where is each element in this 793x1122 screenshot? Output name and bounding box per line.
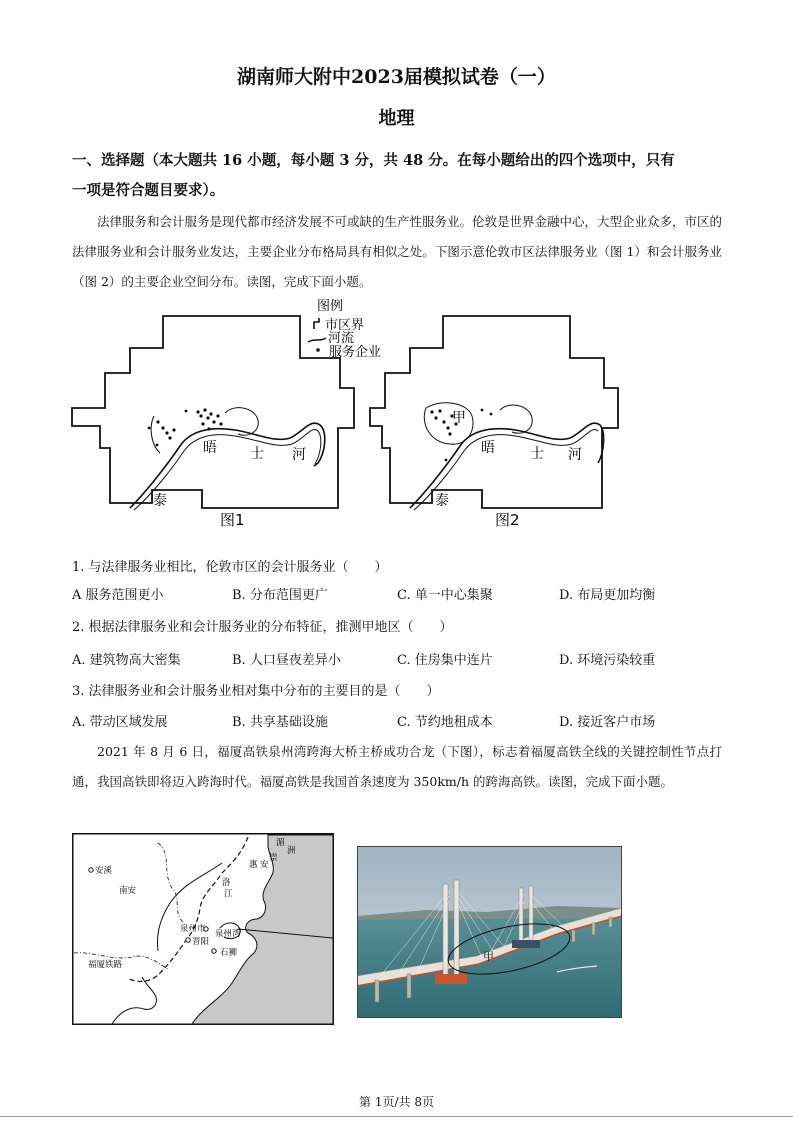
map1-city-boundary: [72, 316, 354, 508]
section-heading: [72, 146, 732, 206]
quanzhou-map: [72, 833, 334, 1025]
map2-tai-char: 泰: [435, 493, 449, 509]
label-anxi: 安溪: [95, 866, 113, 876]
question-2-option-d[interactable]: D. 环境污染较重: [559, 653, 656, 668]
photo-jia-label: 甲: [483, 950, 494, 963]
map2-river-char-1: 晤: [481, 440, 495, 456]
map2-jia-label: 甲: [452, 410, 466, 426]
label-shishi: 石狮: [220, 948, 238, 958]
question-3-stem: 3. 法律服务业和会计服务业相对集中分布的主要目的是（ ）: [72, 684, 440, 699]
legend-river-icon: [308, 338, 326, 342]
label-railway: 福厦铁路: [88, 960, 123, 970]
label-mei: 湄: [276, 838, 285, 848]
question-1-option-d[interactable]: D. 布局更加均衡: [559, 588, 656, 603]
passage-2-text: 2021 年 8 月 6 日，福厦高铁泉州湾跨海大桥主桥成功合龙（下图），标志着福厦高铁全线的关键控制性节点打通，我国高铁即将迈入跨海时代。福厦高铁是我国首条速度为 350km/h 的跨海高铁。读图，完成下面小题。: [72, 744, 722, 789]
map2-river-char-3: 河: [568, 447, 582, 463]
page-title: 湖南师大附中2023届模拟试卷（一）: [237, 66, 556, 88]
label-nanan: 南安: [119, 886, 137, 896]
map1-river-char-3: 河: [292, 447, 306, 463]
passage-1-text: 法律服务和会计服务是现代都市经济发展不可或缺的生产性服务业。伦敦是世界金融中心，大型企业众多，市区的法律服务业和会计服务业发达，主要企业分布格局具有相似之处。下图示意伦敦市区法律服务业（图 1）和会计服务业（图 2）的主要企业空间分布。读图，完成下面小题。: [72, 214, 723, 289]
footer-divider: [0, 1116, 793, 1117]
question-1-option-b[interactable]: B. 分布范围更广: [232, 588, 328, 603]
map1-caption: 图1: [220, 511, 245, 529]
bridge-photo: [357, 846, 622, 1018]
label-chong: 崇: [269, 853, 278, 863]
question-3-option-a[interactable]: A. 带动区域发展: [72, 715, 168, 730]
legend-company-label: 服务企业: [329, 345, 382, 360]
legend-title: 图例: [317, 299, 344, 314]
label-huian-2: 安: [260, 860, 269, 870]
legend-company-icon: [316, 348, 320, 352]
question-2-option-c[interactable]: C. 住房集中连片: [397, 653, 493, 668]
legend-river-label: 河流: [328, 331, 355, 346]
label-quanzhou-bay: 泉州湾: [215, 929, 241, 939]
question-2-option-b[interactable]: B. 人口昼夜差异小: [232, 653, 341, 668]
section-heading-line1: 一、选择题（本大题共 16 小题，每小题 3 分，共 48 分。在每小题给出的四个选项中，只有: [72, 152, 675, 169]
label-zhou: 洲: [287, 846, 296, 856]
question-2-option-a[interactable]: A. 建筑物高大密集: [72, 653, 181, 668]
question-3-option-c[interactable]: C. 节约地租成本: [397, 715, 493, 730]
london-maps-figure: [70, 298, 720, 532]
subject-title: 地理: [378, 108, 415, 129]
question-3-option-d[interactable]: D. 接近客户市场: [559, 715, 656, 730]
question-3-option-b[interactable]: B. 共享基础设施: [232, 715, 328, 730]
map1-river-char-1: 晤: [203, 440, 217, 456]
question-1-option-a[interactable]: A 服务范围更小: [72, 588, 164, 603]
map1-tai-char: 泰: [153, 493, 167, 509]
question-2-stem: 2. 根据法律服务业和会计服务业的分布特征，推测甲地区（ ）: [72, 620, 453, 635]
label-quanzhou-city: 泉州市: [180, 924, 206, 934]
label-huian-1: 惠: [249, 860, 258, 870]
question-1-stem: 1. 与法律服务业相比，伦敦市区的会计服务业（ ）: [72, 560, 388, 575]
question-1-option-c[interactable]: C. 单一中心集聚: [397, 588, 493, 603]
map2-river-char-2: 士: [530, 446, 544, 462]
legend-boundary-icon: [314, 318, 319, 329]
map-legend: [308, 299, 381, 360]
label-luo: 洛: [222, 878, 231, 888]
passage-2: [72, 737, 722, 797]
label-jinyang: 晋阳: [192, 937, 210, 947]
page-footer: 第 1页/共 8页: [359, 1095, 434, 1109]
passage-1: [72, 207, 722, 297]
map2-caption: 图2: [495, 511, 520, 529]
map2-city-boundary: [370, 316, 618, 508]
section-heading-line2: 一项是符合题目要求）。: [72, 182, 225, 199]
legend-boundary-label: 市区界: [325, 318, 365, 333]
map1-river-char-2: 士: [250, 446, 264, 462]
label-jiang: 江: [224, 889, 233, 899]
